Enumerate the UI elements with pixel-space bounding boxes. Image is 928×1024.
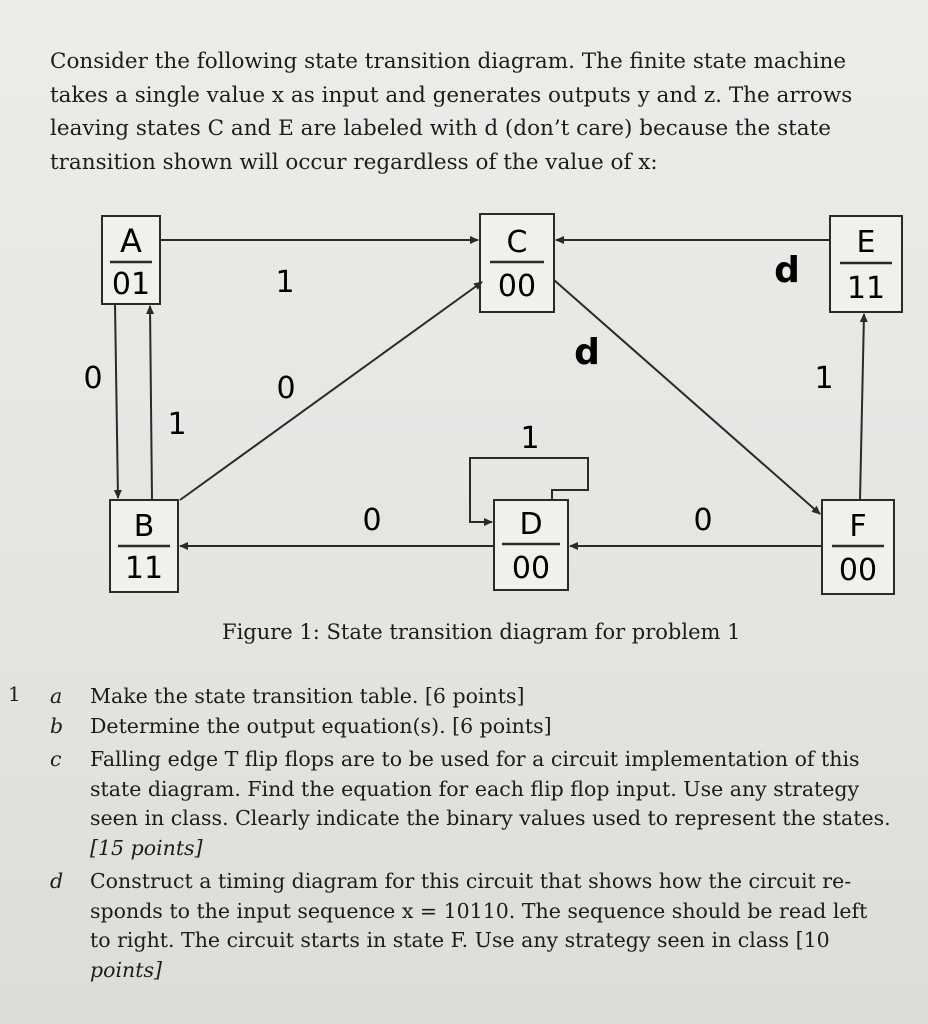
question-b	[50, 712, 905, 742]
question-d-letter: d	[50, 869, 64, 893]
label-e-to-c: d	[774, 250, 800, 291]
state-d-name: D	[519, 507, 543, 542]
intro-line: takes a single value x as input and generates outputs y and z. The arrows	[50, 82, 853, 108]
label-d-to-b: 0	[362, 503, 382, 538]
state-d	[494, 500, 568, 590]
state-a-name: A	[120, 222, 142, 260]
question-c-line: [15 points]	[90, 835, 203, 860]
question-d-line: sponds to the input sequence x = 10110. The sequence should be read left	[90, 898, 868, 923]
question-d-line: Construct a timing diagram for this circuit that shows how the circuit re-	[90, 869, 852, 893]
label-f-to-e: 1	[814, 361, 834, 396]
intro-line: Consider the following state transition diagram. The finite state machine	[50, 49, 847, 74]
question-c	[50, 745, 905, 863]
question-b-letter: b	[50, 714, 64, 738]
question-c-line: seen in class. Clearly indicate the binary values used to represent the states.	[90, 806, 891, 830]
question-b-line: Determine the output equation(s). [6 points]	[90, 714, 552, 738]
state-c-name: C	[506, 225, 528, 260]
label-b-to-c: 0	[276, 371, 296, 406]
question-c-line: Falling edge T flip flops are to be used for a circuit implementation of this	[90, 747, 860, 771]
state-a-output: 01	[111, 267, 151, 302]
state-b-name: B	[133, 509, 155, 544]
label-d-self-loop: 1	[520, 421, 540, 456]
intro-line: leaving states C and E are labeled with d (don’t care) because the state	[50, 116, 831, 141]
question-d-line: to right. The circuit starts in state F. Use any strategy seen in class [10	[90, 928, 830, 952]
state-e-name: E	[856, 225, 876, 260]
arrow-f-to-e	[860, 314, 864, 500]
question-a-letter: a	[50, 684, 63, 708]
label-a-to-c: 1	[275, 265, 295, 300]
state-c-output: 00	[497, 269, 537, 304]
label-a-to-b: 0	[83, 361, 103, 396]
label-f-to-d: 0	[693, 503, 713, 538]
arrow-b-to-a	[150, 306, 152, 500]
intro-line: transition shown will occur regardless of the value of x:	[50, 149, 658, 175]
state-f	[822, 500, 894, 594]
state-f-output: 00	[838, 553, 878, 588]
state-transition-diagram	[0, 200, 928, 620]
arrow-a-to-b	[115, 304, 118, 498]
problem-intro	[50, 45, 900, 179]
state-f-name: F	[849, 509, 867, 544]
question-a	[50, 682, 905, 712]
label-c-to-f: d	[574, 332, 600, 373]
state-d-output: 00	[511, 551, 551, 586]
state-c	[480, 214, 554, 312]
question-d-line: points]	[90, 957, 162, 982]
question-c-letter: c	[50, 747, 62, 771]
arrow-c-to-f	[554, 280, 820, 514]
state-e-output: 11	[846, 271, 886, 306]
label-b-to-a: 1	[167, 407, 187, 442]
question-c-line: state diagram. Find the equation for each flip flop input. Use any strategy	[90, 776, 860, 801]
question-d	[50, 867, 905, 985]
state-b-output: 11	[124, 551, 164, 586]
question-number: 1	[8, 682, 21, 706]
state-b	[110, 500, 178, 592]
figure-caption: Figure 1: State transition diagram for problem 1	[222, 620, 741, 644]
question-a-line: Make the state transition table. [6 points]	[90, 684, 525, 708]
state-a	[102, 216, 160, 304]
state-e	[830, 216, 902, 312]
arrow-b-to-c	[180, 282, 482, 500]
